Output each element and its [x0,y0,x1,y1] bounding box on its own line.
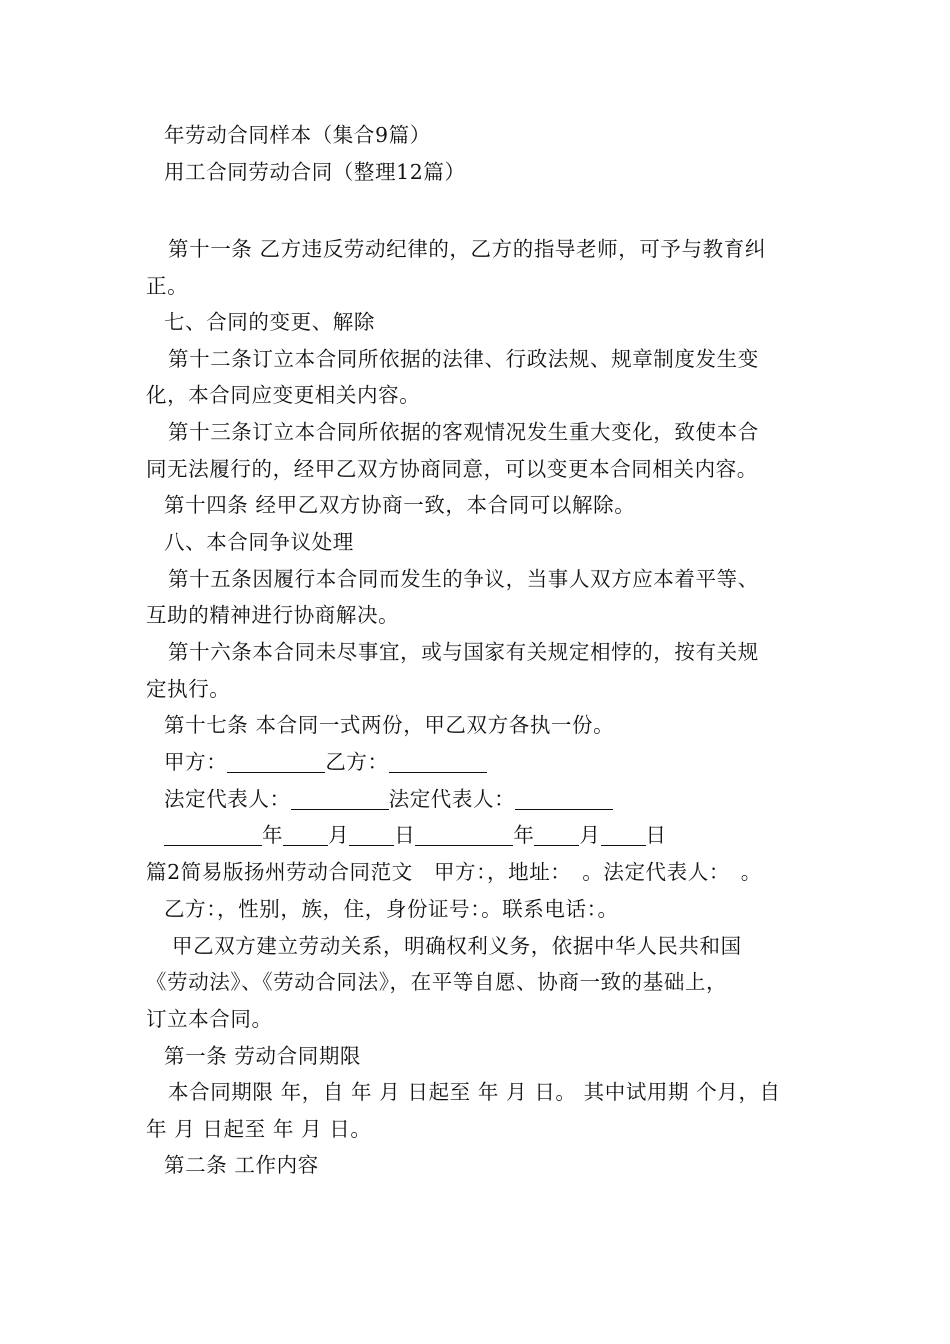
piece-2-article-1-line-1: 本合同期限 年，自 年 月 日起至 年 月 日。 其中试用期 个月，自 [168,1080,781,1104]
year-b-blank [415,823,513,846]
article-15-line-2: 互助的精神进行协商解决。 [146,603,400,627]
signature-legal-rep-line [164,784,613,814]
month-b-blank [534,823,579,846]
signature-date-line [164,820,667,850]
piece-2-header: 篇2简易版扬州劳动合同范文 甲方：，地址： 。法定代表人： 。 [146,860,762,884]
article-14: 第十四条 经甲乙双方协商一致，本合同可以解除。 [164,493,636,517]
article-11-line-2: 正。 [146,274,189,298]
month-a-label: 月 [328,823,350,847]
year-b-label: 年 [513,823,535,847]
article-12-line-2: 化，本合同应变更相关内容。 [146,383,421,407]
party-b-label: 乙方： [325,750,389,774]
year-a-label: 年 [262,823,284,847]
article-11-line-1: 第十一条 乙方违反劳动纪律的，乙方的指导老师，可予与教育纠 [168,237,766,261]
day-b-label: 日 [645,823,667,847]
day-a-blank [349,823,394,846]
article-16-line-1: 第十六条本合同未尽事宜，或与国家有关规定相悖的，按有关规 [168,640,759,664]
piece-2-article-1-line-2: 年 月 日起至 年 月 日。 [146,1117,372,1141]
piece-2-intro-line-3: 订立本合同。 [146,1007,273,1031]
legal-rep-a-label: 法定代表人： [164,787,291,811]
piece-2-article-2-title: 第二条 工作内容 [164,1153,319,1177]
party-b-blank [389,750,487,773]
section-7-heading: 七、合同的变更、解除 [164,310,375,334]
month-b-label: 月 [579,823,601,847]
legal-rep-b-label: 法定代表人： [388,787,516,811]
month-a-blank [283,823,328,846]
piece-2-intro-line-1: 甲乙双方建立劳动关系，明确权利义务，依据中华人民共和国 [172,934,742,958]
article-12-line-1: 第十二条订立本合同所依据的法律、行政法规、规章制度发生变 [168,347,759,371]
party-a-blank [227,750,325,773]
related-title-2: 用工合同劳动合同（整理12篇） [164,160,466,184]
signature-parties-line [164,747,487,777]
legal-rep-a-blank [291,787,389,810]
piece-2-party-b: 乙方：，性别，族，住，身份证号：。联系电话：。 [164,897,619,921]
day-b-blank [601,823,646,846]
article-15-line-1: 第十五条因履行本合同而发生的争议，当事人双方应本着平等、 [168,567,759,591]
article-13-line-1: 第十三条订立本合同所依据的客观情况发生重大变化，致使本合 [168,420,759,444]
piece-2-article-1-title: 第一条 劳动合同期限 [164,1044,362,1068]
year-a-blank [164,823,262,846]
article-17: 第十七条 本合同一式两份，甲乙双方各执一份。 [164,713,615,737]
article-16-line-2: 定执行。 [146,677,231,701]
related-title-1: 年劳动合同样本（集合9篇） [164,123,431,147]
day-a-label: 日 [394,823,416,847]
party-a-label: 甲方： [164,750,228,774]
legal-rep-b-blank [515,787,613,810]
section-8-heading: 八、本合同争议处理 [164,530,354,554]
article-13-line-2: 同无法履行的，经甲乙双方协商同意，可以变更本合同相关内容。 [146,457,758,481]
piece-2-intro-line-2: 《劳动法》、《劳动合同法》，在平等自愿、协商一致的基础上， [146,970,728,994]
